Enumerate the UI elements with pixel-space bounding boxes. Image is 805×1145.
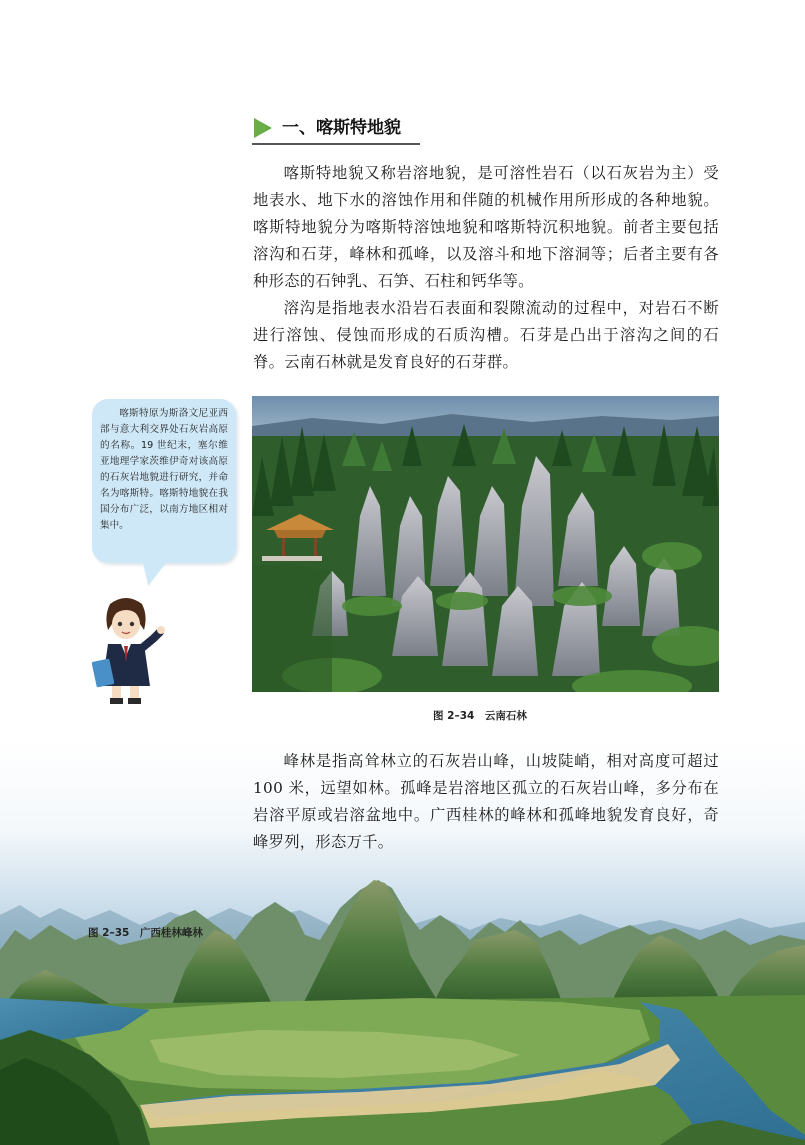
student-character-illustration — [88, 594, 168, 704]
section-heading — [252, 114, 422, 144]
paragraph: 峰林是指高耸林立的石灰岩山峰，山坡陡峭，相对高度可超过 100 米，远望如林。孤峰是岩溶地区孤立的石灰岩山峰，多分布在岩溶平原或岩溶盆地中。广西桂林的峰林和孤峰地貌发育良好，奇峰罗列，形态万千。 — [253, 752, 719, 851]
body-text-top — [253, 160, 719, 376]
figure-caption-stone-forest: 图 2–34 云南石林 — [433, 710, 527, 722]
heading-triangle-icon — [254, 118, 272, 138]
stone-forest-photo — [252, 396, 719, 692]
heading-underline — [252, 143, 420, 145]
figure-caption-guilin: 图 2–35 广西桂林峰林 — [88, 927, 203, 939]
section-title: 一、喀斯特地貌 — [282, 118, 401, 138]
body-text-bottom — [253, 748, 719, 856]
bubble-tail — [134, 558, 170, 586]
paragraph: 溶沟是指地表水沿岩石表面和裂隙流动的过程中，对岩石不断进行溶蚀、侵蚀而形成的石质沟槽。石芽是凸出于溶沟之间的石脊。云南石林就是发育良好的石芽群。 — [253, 299, 719, 371]
side-note-text: 喀斯特原为斯洛文尼亚西部与意大利交界处石灰岩高原的名称。19 世纪末，塞尔维亚地理学家茨维伊奇对该高原的石灰岩地貌进行研究，并命名为喀斯特。喀斯特地貌在我国分布广泛，以南方地区相对集中。 — [100, 408, 228, 531]
paragraph: 喀斯特地貌又称岩溶地貌，是可溶性岩石（以石灰岩为主）受地表水、地下水的溶蚀作用和伴随的机械作用所形成的各种地貌。喀斯特地貌分为喀斯特溶蚀地貌和喀斯特沉积地貌。前者主要包括溶沟和石芽，峰林和孤峰，以及溶斗和地下溶洞等；后者主要有各种形态的石钟乳、石笋、石柱和钙华等。 — [253, 164, 719, 290]
